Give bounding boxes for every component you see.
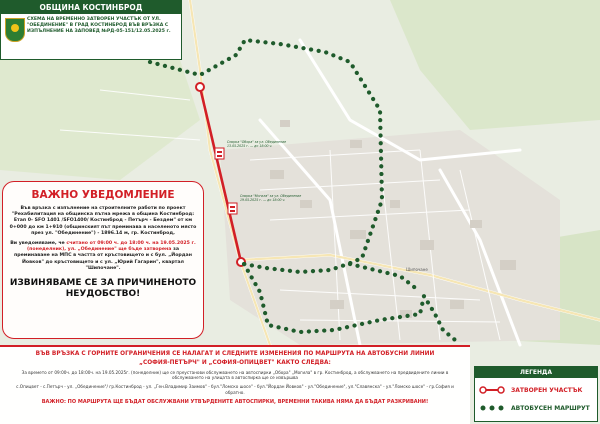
notice-title: ВАЖНО УВЕДОМЛЕНИЕ — [31, 189, 175, 201]
header-subtitle: СХЕМА НА ВРЕМЕННО ЗАТВОРЕН УЧАСТЪК ОТ УЛ. "ОБЕДИНЕНИЕ" В ГРАД КОСТИНБРОД ВЪВ ВРЪЗКА С ИЗПЪЛНЕНИЕ НА ЗАПОВЕД №РД-05-151/12.05.2025 г. — [27, 17, 171, 34]
municipality-title: ОБЩИНА КОСТИНБРОД — [1, 1, 181, 14]
closed-section-symbol-icon — [479, 385, 505, 395]
legend-closed-label: ЗАТВОРЕН УЧАСТЪК — [511, 387, 583, 394]
notice-closure-dates: считано от 09:00 ч. до 18:00 ч. на 19.05.2025 г. (понеделник), ул. „Обединение" ще бъде затворена — [26, 241, 196, 253]
legend-panel — [474, 366, 598, 422]
legend-bus-row — [479, 401, 597, 417]
notice-closure-prefix: Ви уведомяваме, че — [10, 241, 65, 247]
coat-of-arms-icon — [5, 18, 25, 42]
town-label: Шипочане — [406, 267, 428, 272]
notice-closure-text — [9, 241, 197, 272]
route-changes-info: За времето от 09:00ч. до 18:00ч. на 19.05.2025г. (понеделник) ще се преустанови обслужването на автоспирки „Обора" „Могила" в гр. Костинброд, а обслужването на предвидените линии в обслужването на улицата в автоспирка ще се извършва — [21, 369, 449, 381]
notice-body: Във връзка с изпълнение на строителните работи по проект "Рехабилитация на общинска пътна мрежа в община Костинброд: Етап 0- SFO 1401 /SFO1400/ Костинброд - Петърч - Бездем" от км 0+000 до км 1+910 (общинският път преминава в населеното място през ул. "Обединение") - 1896.14 м, гр. Костинброд, — [9, 206, 197, 236]
stop-label-lower: Спирка "Могила" за ул. Обединение 19.05.2025 г. — до 18:00 ч. — [240, 194, 302, 202]
route-changes-lines: „СОФИЯ-ПЕТЪРЧ" И „СОФИЯ-ОПИЦВЕТ" КАКТО СЛЕДВА: — [139, 359, 331, 366]
stop-label-upper: Спирка "Обора" за ул. Обединение 13.05.2025 г. — до 18:00 ч. — [227, 140, 287, 148]
important-notice — [2, 181, 204, 339]
notice-closure-suffix: за преминаване на МПС в частта от кръстовището и с бул. „Йордан Йовков" до кръстовището и с ул. „Юрий Гагарин", квартал "Шипочане". — [14, 247, 192, 271]
legend-closed-row — [479, 383, 597, 399]
legend-bus-label: АВТОБУСЕН МАРШРУТ — [511, 405, 590, 412]
notice-apology: ИЗВИНЯВАМЕ СЕ ЗА ПРИЧИНЕНОТО НЕУДОБСТВО! — [9, 278, 197, 300]
route-changes-stops: с.Опицвет - с.Петърч - ул. „Обединение"/ гр.Костинброд - ул. „Ген.Владимир Заимов" - бул."Ломско шосе" - бул."Йордан Йовков" - ул."Обединение", ул."Славянска" - ул."Ломско шосе" - гр.София и обратно. — [16, 384, 454, 395]
bus-route-symbol-icon — [479, 403, 505, 413]
route-changes-title: ВЪВ ВРЪЗКА С ГОРНИТЕ ОГРАНИЧЕНИЯ СЕ НАЛАГАТ И СЛЕДНИТЕ ИЗМЕНЕНИЯ ПО МАРШРУТА НА АВТОБУСНИ ЛИНИИ — [35, 351, 435, 357]
route-changes-warning: ВАЖНО: ПО МАРШРУТА ЩЕ БЪДАТ ОБСЛУЖВАНИ УТВЪРДЕНИТЕ АВТОСПИРКИ, ВРЕМЕННИ ТАКИВА НЯМА ДА БЪДАТ РАЗКРИВАНИ! — [41, 398, 429, 405]
route-changes-panel — [0, 345, 470, 424]
header-panel — [0, 0, 182, 60]
legend-title: ЛЕГЕНДА — [475, 367, 597, 378]
